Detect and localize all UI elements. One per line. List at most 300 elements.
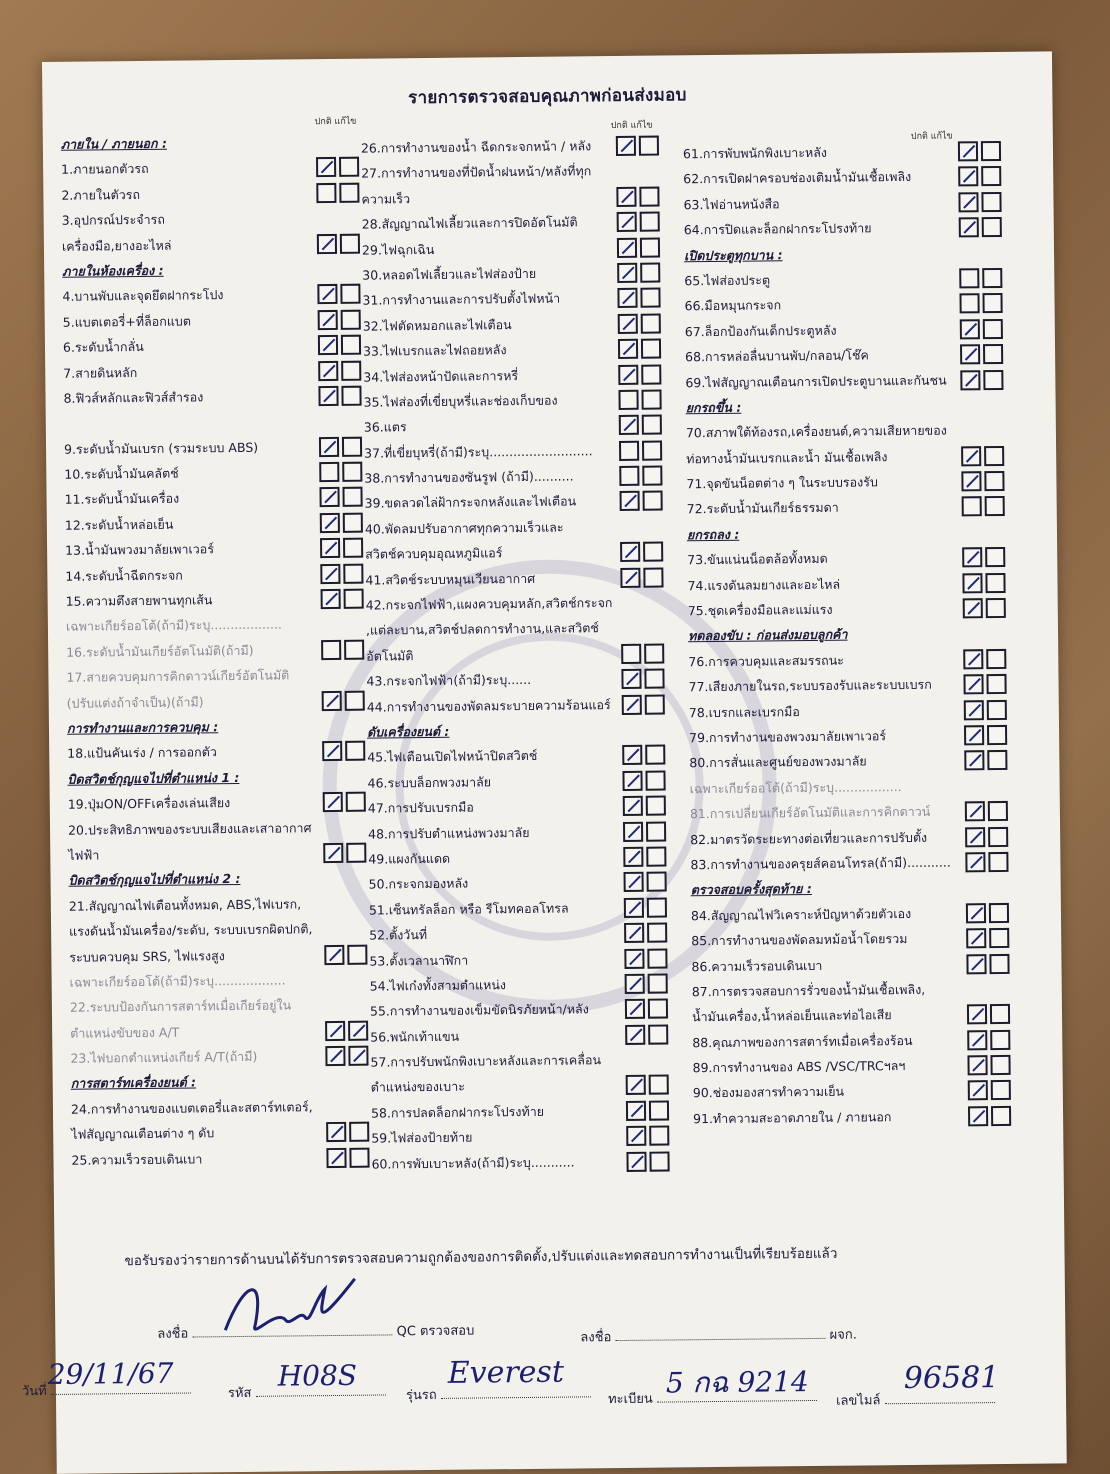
status-checkboxes	[618, 313, 661, 333]
normal-checkbox[interactable]	[325, 1021, 345, 1041]
checklist-item	[362, 259, 672, 288]
normal-checkbox[interactable]	[963, 649, 983, 669]
checklist-item	[683, 163, 1013, 192]
checklist-item	[690, 798, 1020, 827]
checklist-item-label: 22.ระบบป้องกันการสตาร์ทเมื่อเกียร์อยู่ใน	[69, 997, 292, 1016]
normal-checkbox[interactable]	[626, 1101, 646, 1121]
normal-checkbox[interactable]	[959, 294, 979, 314]
checklist-item-label: 54.ไฟเก๋งทั้งสามตำแหน่ง	[369, 977, 507, 994]
normal-checkbox[interactable]	[967, 1055, 987, 1075]
checklist-item	[692, 1052, 1022, 1081]
normal-checkbox[interactable]	[626, 1075, 646, 1095]
fix-checkbox[interactable]	[645, 770, 665, 790]
normal-checkbox[interactable]	[966, 903, 986, 923]
fix-checkbox[interactable]	[343, 538, 363, 558]
checklist-item	[66, 586, 376, 615]
normal-checkbox[interactable]	[320, 538, 340, 558]
fix-checkbox[interactable]	[342, 487, 362, 507]
checklist-item	[691, 925, 1021, 954]
normal-checkbox[interactable]	[618, 314, 638, 334]
checklist-item-label: 71.จุดขันน็อตต่าง ๆ ในระบบรองรับ	[686, 474, 878, 492]
fix-checkbox[interactable]	[987, 725, 1007, 745]
checklist-item	[365, 539, 675, 568]
normal-checkbox[interactable]	[618, 339, 638, 359]
fix-checkbox[interactable]	[343, 563, 363, 583]
fix-checkbox[interactable]	[349, 1122, 369, 1142]
normal-checkbox[interactable]	[623, 796, 643, 816]
normal-checkbox[interactable]	[958, 192, 978, 212]
normal-checkbox[interactable]	[625, 999, 645, 1019]
checklist-item-label: 45.ไฟเตือนเปิดไฟหน้าปิดสวิตช์	[367, 748, 538, 766]
normal-checkbox[interactable]	[960, 319, 980, 339]
normal-checkbox[interactable]	[623, 847, 643, 867]
checklist-item-label: 81.การเปลี่ยนเกียร์อัตโนมัติและการคิกดาวน์	[689, 803, 931, 822]
normal-checkbox[interactable]	[323, 792, 343, 812]
normal-checkbox[interactable]	[619, 440, 639, 460]
checklist-item-label: 50.กระจกมองหลัง	[368, 875, 469, 892]
checklist-item-label: 56.พนักเท้าแขน	[370, 1028, 460, 1045]
normal-checkbox[interactable]	[964, 700, 984, 720]
fix-checkbox[interactable]	[646, 846, 666, 866]
checklist-item	[63, 357, 373, 386]
normal-checkbox[interactable]	[619, 415, 639, 435]
fix-checkbox[interactable]	[986, 674, 1006, 694]
status-checkboxes	[963, 649, 1006, 669]
normal-checkbox[interactable]	[318, 335, 338, 355]
normal-checkbox[interactable]	[326, 1122, 346, 1142]
checklist-item	[363, 336, 673, 365]
normal-checkbox[interactable]	[617, 263, 637, 283]
status-checkboxes	[624, 897, 667, 917]
checklist-item-label: ไฟสัญญาณเตือนต่าง ๆ ดับ	[71, 1125, 215, 1142]
checklist-item	[685, 341, 1015, 370]
code-dots	[256, 1394, 386, 1396]
fix-checkbox[interactable]	[339, 157, 359, 177]
checklist-item-label: 29.ไฟฉุกเฉิน	[361, 241, 435, 258]
fix-checkbox[interactable]	[640, 288, 660, 308]
signature-dots-2	[616, 1338, 826, 1341]
checklist-item-label: 40.พัดลมปรับอากาศทุกความเร็วและ	[364, 519, 564, 537]
normal-checkbox[interactable]	[617, 237, 637, 257]
checklist-item	[687, 544, 1017, 573]
section-heading	[62, 256, 372, 285]
normal-checkbox[interactable]	[622, 745, 642, 765]
status-checkboxes	[322, 741, 365, 761]
normal-checkbox[interactable]	[620, 567, 640, 587]
fix-checkbox[interactable]	[988, 801, 1008, 821]
normal-checkbox[interactable]	[321, 640, 341, 660]
fix-checkbox[interactable]	[988, 852, 1008, 872]
status-checkboxes	[317, 284, 360, 304]
fix-checkbox[interactable]	[344, 589, 364, 609]
fix-checkbox[interactable]	[648, 1024, 668, 1044]
fix-checkbox[interactable]	[341, 386, 361, 406]
fix-checkbox[interactable]	[639, 186, 659, 206]
checklist-item-label: 43.กระจกไฟฟ้า(ถ้ามี)ระบุ......	[366, 672, 532, 689]
normal-checkbox[interactable]	[617, 288, 637, 308]
normal-checkbox[interactable]	[961, 446, 981, 466]
normal-checkbox[interactable]	[624, 948, 644, 968]
normal-checkbox[interactable]	[967, 1030, 987, 1050]
checklist-item-label: 91.ทำความสะอาดภายใน / ภายนอก	[693, 1109, 892, 1127]
fix-checkbox[interactable]	[990, 1055, 1010, 1075]
normal-checkbox[interactable]	[618, 364, 638, 384]
fix-checkbox[interactable]	[343, 513, 363, 533]
normal-checkbox[interactable]	[968, 1081, 988, 1101]
normal-checkbox[interactable]	[317, 233, 337, 253]
normal-checkbox[interactable]	[623, 821, 643, 841]
normal-checkbox[interactable]	[958, 141, 978, 161]
checklist-item-label: 20.ประสิทธิภาพของระบบเสียงและเสาอากาศ	[67, 819, 312, 838]
fix-checkbox[interactable]	[646, 821, 666, 841]
normal-checkbox[interactable]	[966, 954, 986, 974]
fix-checkbox[interactable]	[642, 440, 662, 460]
sign-label: ลงชื่อ	[157, 1326, 189, 1342]
checklist-item	[687, 493, 1017, 522]
normal-checkbox[interactable]	[316, 183, 336, 203]
fix-checkbox[interactable]	[340, 284, 360, 304]
normal-checkbox[interactable]	[320, 564, 340, 584]
normal-checkbox[interactable]	[961, 471, 981, 491]
fix-checkbox[interactable]	[990, 1030, 1010, 1050]
fix-checkbox[interactable]	[985, 496, 1005, 516]
normal-checkbox[interactable]	[966, 928, 986, 948]
checklist-item-label: เฉพาะเกียร์ออโต้(ถ้ามี)ระบุ..................	[65, 616, 282, 635]
status-checkboxes	[323, 792, 366, 812]
normal-checkbox[interactable]	[617, 212, 637, 232]
status-checkboxes	[958, 141, 1001, 161]
column-3	[683, 138, 1023, 1132]
normal-checkbox[interactable]	[322, 690, 342, 710]
normal-checkbox[interactable]	[962, 497, 982, 517]
normal-checkbox[interactable]	[626, 1126, 646, 1146]
fix-checkbox[interactable]	[347, 944, 367, 964]
normal-checkbox[interactable]	[960, 344, 980, 364]
normal-checkbox[interactable]	[326, 1147, 346, 1167]
normal-checkbox[interactable]	[320, 513, 340, 533]
fix-checkbox[interactable]	[985, 547, 1005, 567]
normal-checkbox[interactable]	[962, 573, 982, 593]
normal-checkbox[interactable]	[319, 462, 339, 482]
fix-checkbox[interactable]	[991, 1080, 1011, 1100]
normal-checkbox[interactable]	[619, 466, 639, 486]
fix-checkbox[interactable]	[647, 923, 667, 943]
fix-checkbox[interactable]	[989, 903, 1009, 923]
status-checkboxes	[616, 136, 659, 156]
normal-checkbox[interactable]	[962, 547, 982, 567]
normal-checkbox[interactable]	[958, 167, 978, 187]
fix-checkbox[interactable]	[642, 415, 662, 435]
fix-checkbox[interactable]	[985, 573, 1005, 593]
fix-checkbox[interactable]	[342, 436, 362, 456]
checklist-item	[63, 382, 373, 411]
status-checkboxes	[963, 674, 1006, 694]
fix-checkbox[interactable]	[340, 233, 360, 253]
checklist-item-label: 69.ไฟสัญญาณเตือนการเปิดประตูบานและกันชน	[685, 372, 947, 390]
model-label: รุ่นรถ	[405, 1387, 437, 1404]
normal-checkbox[interactable]	[964, 751, 984, 771]
fix-checkbox[interactable]	[649, 1151, 669, 1171]
status-checkboxes	[624, 923, 667, 943]
code-label: รหัส	[227, 1385, 252, 1402]
checklist-item-label: 70.สภาพใต้ท้องรถ,เครื่องยนต์,ความเสียหายของ	[685, 422, 947, 441]
fix-checkbox[interactable]	[644, 643, 664, 663]
normal-checkbox[interactable]	[965, 852, 985, 872]
checklist-item-label: 65.ไฟส่องประตู	[684, 272, 771, 289]
fix-checkbox[interactable]	[345, 741, 365, 761]
normal-checkbox[interactable]	[624, 872, 644, 892]
fix-checkbox[interactable]	[647, 872, 667, 892]
checklist-item	[368, 793, 678, 822]
checklist-item	[361, 158, 671, 187]
status-checkboxes	[316, 182, 359, 202]
checklist-item	[71, 1144, 381, 1173]
fix-checkbox[interactable]	[649, 1075, 669, 1095]
checklist-item	[368, 843, 678, 872]
normal-checkbox[interactable]	[625, 1024, 645, 1044]
normal-checkbox[interactable]	[621, 669, 641, 689]
normal-checkbox[interactable]	[965, 827, 985, 847]
normal-checkbox[interactable]	[624, 897, 644, 917]
fix-checkbox[interactable]	[346, 843, 366, 863]
normal-checkbox[interactable]	[959, 217, 979, 237]
fix-checkbox[interactable]	[641, 364, 661, 384]
normal-checkbox[interactable]	[316, 157, 336, 177]
checklist-item	[693, 1103, 1023, 1132]
normal-checkbox[interactable]	[616, 136, 636, 156]
qc-signature	[215, 1269, 366, 1351]
normal-checkbox[interactable]	[959, 268, 979, 288]
fix-checkbox[interactable]	[981, 141, 1001, 161]
fix-checkbox[interactable]	[987, 750, 1007, 770]
fix-checkbox[interactable]	[341, 309, 361, 329]
checklist-item	[367, 742, 677, 771]
fix-checkbox[interactable]	[641, 339, 661, 359]
fix-checkbox[interactable]	[345, 690, 365, 710]
fix-checkbox[interactable]	[339, 182, 359, 202]
status-checkboxes	[959, 293, 1002, 313]
status-checkboxes	[964, 700, 1007, 720]
fix-checkbox[interactable]	[983, 319, 1003, 339]
normal-checkbox[interactable]	[318, 386, 338, 406]
fix-checkbox[interactable]	[647, 897, 667, 917]
fix-checkbox[interactable]	[348, 1020, 368, 1040]
fix-checkbox[interactable]	[341, 335, 361, 355]
status-checkboxes	[963, 598, 1006, 618]
fix-checkbox[interactable]	[982, 268, 1002, 288]
checklist-item	[365, 564, 675, 593]
mileage-label: เลขไมล์	[835, 1393, 881, 1409]
fix-checkbox[interactable]	[986, 649, 1006, 669]
fix-checkbox[interactable]	[643, 542, 663, 562]
normal-checkbox[interactable]	[968, 1106, 988, 1126]
normal-checkbox[interactable]	[967, 1004, 987, 1024]
fix-checkbox[interactable]	[990, 1004, 1010, 1024]
fix-checkbox[interactable]	[989, 953, 1009, 973]
normal-checkbox[interactable]	[319, 437, 339, 457]
checklist-item	[62, 230, 372, 259]
checklist-item-label: 12.ระดับน้ำหล่อเย็น	[64, 516, 174, 533]
normal-checkbox[interactable]	[324, 944, 344, 964]
fix-checkbox[interactable]	[983, 369, 1003, 389]
fix-checkbox[interactable]	[649, 1100, 669, 1120]
fix-checkbox[interactable]	[645, 745, 665, 765]
fix-checkbox[interactable]	[646, 796, 666, 816]
normal-checkbox[interactable]	[621, 644, 641, 664]
normal-checkbox[interactable]	[622, 771, 642, 791]
checklist-item	[70, 992, 380, 1021]
checklist-item-label: 28.สัญญาณไฟเลี้ยวและการปิดอัตโนมัติ	[361, 214, 578, 232]
fix-checkbox[interactable]	[640, 212, 660, 232]
status-checkboxes	[965, 852, 1008, 872]
fix-checkbox[interactable]	[640, 237, 660, 257]
status-checkboxes	[323, 843, 366, 863]
fix-checkbox[interactable]	[982, 293, 1002, 313]
status-checkboxes	[316, 157, 359, 177]
checklist-item	[65, 509, 375, 538]
normal-checkbox[interactable]	[625, 974, 645, 994]
normal-checkbox[interactable]	[319, 487, 339, 507]
normal-checkbox[interactable]	[963, 598, 983, 618]
checklist-item	[62, 281, 372, 310]
status-checkboxes	[620, 491, 663, 511]
fix-checkbox[interactable]	[648, 999, 668, 1019]
status-checkboxes	[967, 1030, 1010, 1050]
status-checkboxes	[962, 496, 1005, 516]
status-checkboxes	[617, 212, 660, 232]
fix-checkbox[interactable]	[991, 1106, 1011, 1126]
normal-checkbox[interactable]	[620, 491, 640, 511]
checklist-item-label: 1.ภายนอกตัวรถ	[61, 161, 149, 178]
fix-checkbox[interactable]	[984, 471, 1004, 491]
checklist-item-label: 58.การปลดล็อกฝากระโปรงท้าย	[370, 1103, 545, 1121]
status-checkboxes	[960, 369, 1003, 389]
checklist-item-label: 64.การปิดและล็อกฝากระโปรงท้าย	[683, 220, 872, 238]
status-checkboxes	[617, 237, 660, 257]
fix-checkbox[interactable]	[344, 639, 364, 659]
status-checkboxes	[626, 1100, 669, 1120]
fix-checkbox[interactable]	[981, 192, 1001, 212]
status-checkboxes	[321, 589, 364, 609]
normal-checkbox[interactable]	[620, 542, 640, 562]
checklist-item	[66, 611, 376, 640]
checklist-item	[70, 1043, 380, 1072]
checklist-item	[65, 535, 375, 564]
fix-checkbox[interactable]	[984, 446, 1004, 466]
fix-checkbox[interactable]	[640, 262, 660, 282]
fix-checkbox[interactable]	[641, 389, 661, 409]
fix-checkbox[interactable]	[647, 948, 667, 968]
normal-checkbox[interactable]	[624, 923, 644, 943]
status-checkboxes	[322, 690, 365, 710]
checklist-item-label: 55.การทำงานของเข็มขัดนิรภัยหน้า/หลัง	[369, 1001, 589, 1019]
checklist-item-label: 3.อุปกรณ์ประจำรถ	[61, 211, 165, 228]
fix-checkbox[interactable]	[341, 360, 361, 380]
normal-checkbox[interactable]	[622, 694, 642, 714]
fix-checkbox[interactable]	[645, 694, 665, 714]
normal-checkbox[interactable]	[321, 589, 341, 609]
checklist-item	[362, 285, 672, 314]
checklist-item-label: 67.ล็อกป้องกันเด็กประตูหลัง	[684, 322, 837, 340]
checklist-item	[368, 869, 678, 898]
fix-checkbox[interactable]	[988, 826, 1008, 846]
checklist-item-label: 74.แรงดันลมยางและอะไหล่	[687, 576, 841, 593]
normal-checkbox[interactable]	[618, 390, 638, 410]
fix-checkbox[interactable]	[346, 792, 366, 812]
fix-checkbox[interactable]	[981, 166, 1001, 186]
fix-checkbox[interactable]	[644, 669, 664, 689]
fix-checkbox[interactable]	[989, 928, 1009, 948]
fix-checkbox[interactable]	[642, 466, 662, 486]
normal-checkbox[interactable]	[318, 360, 338, 380]
section-heading	[67, 763, 377, 792]
checklist-item-label: ความเร็ว	[361, 190, 411, 207]
checklist-item-label: 79.การทำงานของพวงมาลัยเพาเวอร์	[689, 728, 887, 746]
checklist-item	[367, 691, 677, 720]
checklist-item-label: 4.บานพับและจุดยึดฝากระโปง	[62, 287, 224, 305]
fix-checkbox[interactable]	[649, 1126, 669, 1146]
checklist-item-label: 41.สวิตช์ระบบหมุนเวียนอากาศ	[365, 570, 536, 588]
status-checkboxes	[962, 573, 1005, 593]
checklist-item	[61, 179, 371, 208]
section-heading-label: การทำงานและการควบคุม :	[66, 719, 219, 736]
normal-checkbox[interactable]	[960, 370, 980, 390]
normal-checkbox[interactable]	[323, 843, 343, 863]
checklist-item	[692, 1001, 1022, 1030]
fix-checkbox[interactable]	[639, 136, 659, 156]
normal-checkbox[interactable]	[963, 674, 983, 694]
fix-checkbox[interactable]	[348, 1046, 368, 1066]
fix-checkbox[interactable]	[983, 344, 1003, 364]
fix-checkbox[interactable]	[982, 217, 1002, 237]
normal-checkbox[interactable]	[965, 801, 985, 821]
status-checkboxes	[621, 643, 664, 663]
section-heading-label: ดับเครื่องยนต์ :	[366, 723, 450, 740]
status-checkboxes	[326, 1147, 369, 1167]
fix-checkbox[interactable]	[648, 973, 668, 993]
checklist-item-label: 60.การพับเบาะหลัง(ถ้ามี)ระบุ...........	[371, 1154, 575, 1172]
section-heading-label: ทดลองขับ : ก่อนส่งมอบลูกค้า	[687, 627, 848, 644]
fix-checkbox[interactable]	[986, 598, 1006, 618]
fix-checkbox[interactable]	[643, 491, 663, 511]
normal-checkbox[interactable]	[964, 725, 984, 745]
fix-checkbox[interactable]	[641, 313, 661, 333]
section-heading-label: ภายใน / ภายนอก :	[60, 135, 167, 152]
checklist-item	[690, 849, 1020, 878]
fix-checkbox[interactable]	[987, 700, 1007, 720]
normal-checkbox[interactable]	[322, 741, 342, 761]
checklist-item	[685, 316, 1015, 345]
normal-checkbox[interactable]	[317, 284, 337, 304]
fix-checkbox[interactable]	[342, 462, 362, 482]
fix-checkbox[interactable]	[643, 567, 663, 587]
checklist-item	[683, 138, 1013, 167]
normal-checkbox[interactable]	[616, 187, 636, 207]
status-checkboxes	[965, 801, 1008, 821]
section-heading	[686, 392, 1016, 421]
checklist-item	[370, 970, 680, 999]
checklist-item-label: 16.ระดับน้ำมันเกียร์อัตโนมัติ(ถ้ามี)	[66, 642, 254, 660]
checklist-item	[365, 513, 675, 542]
mileage-dots	[885, 1402, 995, 1404]
section-heading	[684, 239, 1014, 268]
normal-checkbox[interactable]	[325, 1046, 345, 1066]
normal-checkbox[interactable]	[318, 310, 338, 330]
fix-checkbox[interactable]	[349, 1147, 369, 1167]
checklist-item-label: 84.สัญญาณไฟวิเคราะห์ปัญหาด้วยตัวเอง	[690, 905, 912, 923]
status-checkboxes	[319, 462, 362, 482]
normal-checkbox[interactable]	[626, 1151, 646, 1171]
